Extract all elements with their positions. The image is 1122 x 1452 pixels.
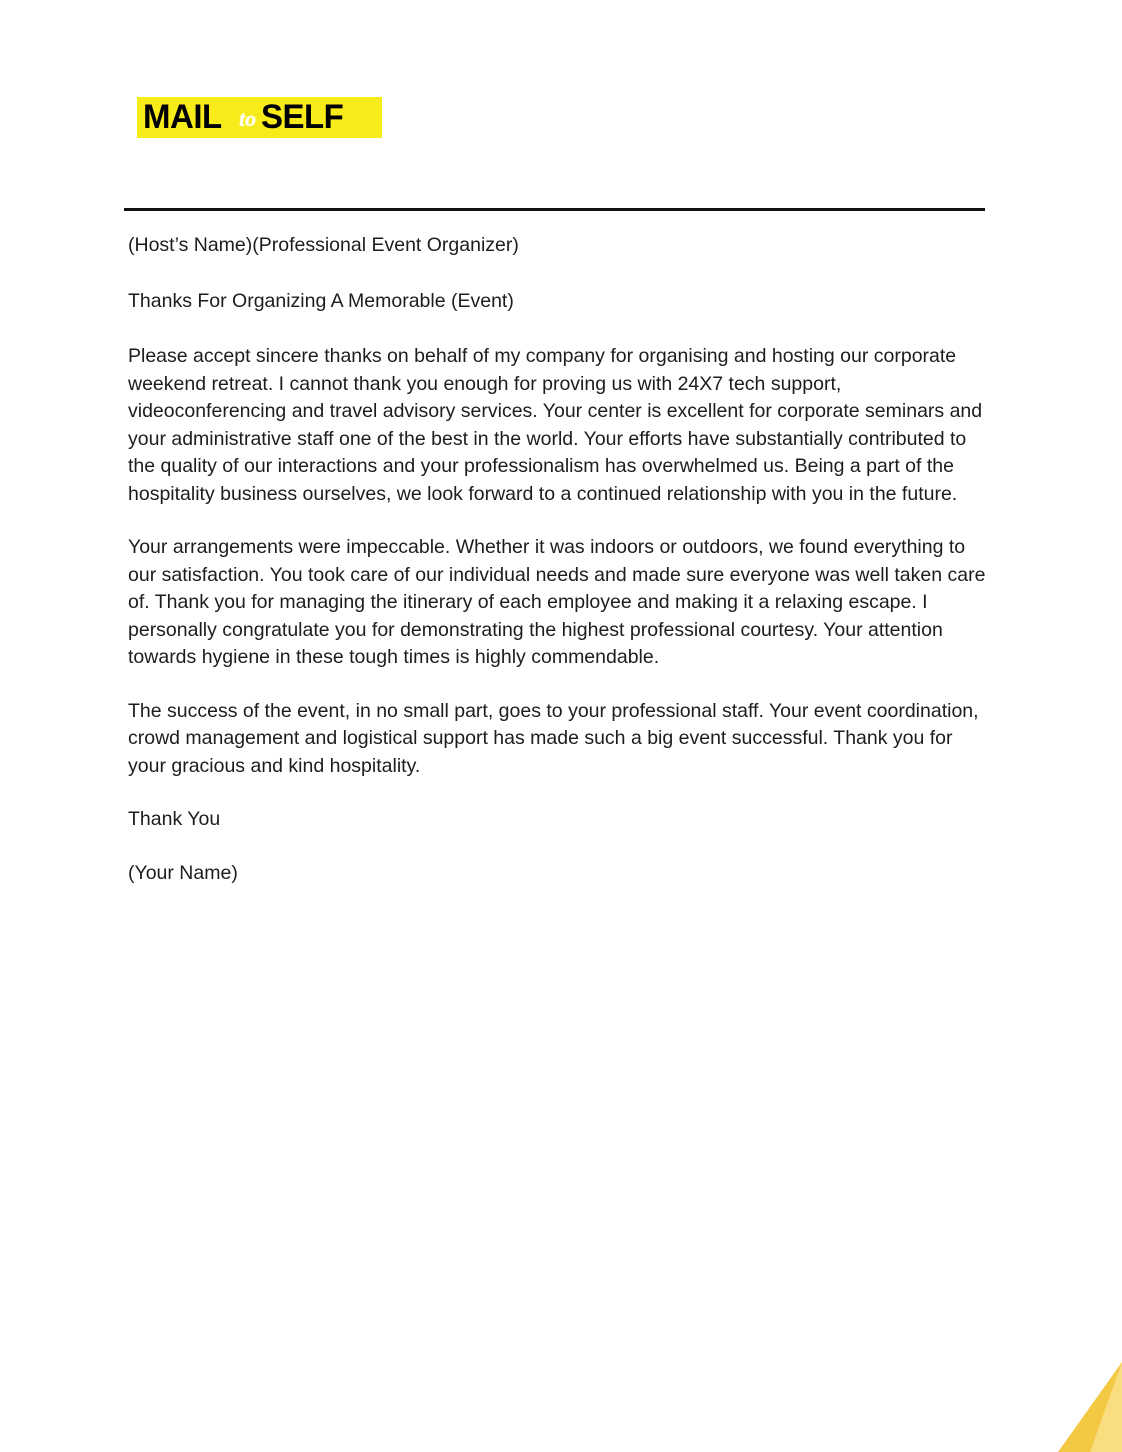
letter-salutation: (Host’s Name)(Professional Event Organizer) [128,234,519,256]
letter-subject-line: Thanks For Organizing A Memorable (Event) [128,289,514,312]
letter-paragraph-1: Please accept sincere thanks on behalf of my company for organising and hosting our corporate weekend retreat. I cannot thank you enough for proving us with 24X7 tech support, videoconferencing and travel advisory services. Your center is excellent for corporate seminars and your administrative staff one of the best in the world. Your efforts have substantially contributed to the quality of our interactions and your professionalism has overwhelmed us. Being a part of the hospitality business ourselves, we look forward to a continued relationship with you in the future. [128,345,983,505]
logo-text-self: SELF [261,98,344,136]
logo-text-mail: MAIL [143,98,222,136]
letter-signature: (Your Name) [128,861,238,884]
logo-text-to: to [239,106,257,131]
letter-signoff: Thank You [128,808,221,830]
letter-body [128,232,990,887]
letter-paragraph-2: Your arrangements were impeccable. Whether it was indoors or outdoors, we found everything to our satisfaction. You took care of our individual needs and made sure everyone was well taken care of. Thank you for managing the itinerary of each employee and making it a relaxing escape. I personally congratulate you for demonstrating the highest professional courtesy. Your attention towards hygiene in these tough times is highly commendable. [128,536,986,668]
corner-wedge-decoration [1050,1362,1122,1452]
header-divider-rule [124,208,985,211]
site-logo [137,97,382,138]
letter-paragraph-3: The success of the event, in no small part, goes to your professional staff. Your event coordination, crowd management and logistical support has made such a big event successful. Thank you for your gracious and kind hospitality. [128,699,979,777]
